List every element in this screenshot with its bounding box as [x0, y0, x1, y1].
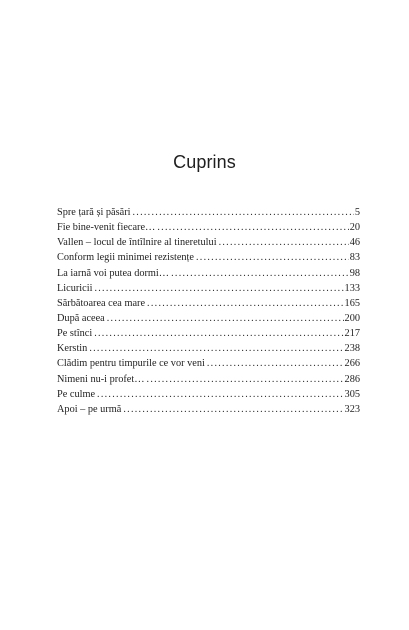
toc-entry-page: 286 [344, 373, 360, 385]
toc-entry-page: 217 [344, 328, 360, 340]
toc-entry-page: 98 [349, 267, 360, 279]
toc-entry-title: Vallen – locul de întîlnire al tineretului [57, 237, 217, 249]
toc-entry-title: Apoi – pe urmă [57, 403, 122, 415]
toc-entry-title: Fie bine-venit fiecare… [57, 222, 156, 234]
dot-leader [94, 281, 343, 296]
dot-leader [219, 235, 349, 250]
toc-entry-title: Conform legii minimei rezistențe [57, 252, 194, 264]
toc-entry [57, 372, 360, 387]
toc-entry-page: 305 [344, 388, 360, 400]
page-title: Cuprins [173, 152, 236, 172]
toc-entry-page: 83 [349, 252, 360, 264]
toc-entry [57, 220, 360, 235]
dot-leader [89, 341, 343, 356]
toc-entry [57, 296, 360, 311]
toc-entry-page: 133 [344, 282, 360, 294]
toc-entry-title: Kerstin [57, 343, 88, 355]
toc-entry-page: 5 [354, 207, 360, 218]
toc-entry-title: Clădim pentru timpurile ce vor veni [57, 358, 205, 370]
dot-leader [94, 326, 343, 341]
toc-entry-page: 200 [344, 312, 360, 324]
toc-entry-title: Sărbătoarea cea mare [57, 297, 146, 309]
dot-leader [132, 205, 353, 220]
toc-entry [57, 326, 360, 341]
toc-entry-title: La iarnă voi putea dormi… [57, 267, 170, 279]
toc-entry-page: 165 [344, 297, 360, 309]
dot-leader [123, 402, 343, 417]
toc-entry [57, 250, 360, 265]
toc-entry [57, 387, 360, 402]
toc-entry-page: 46 [349, 237, 360, 249]
toc-entry-page: 266 [344, 358, 360, 370]
toc-entry [57, 205, 360, 220]
dot-leader [157, 220, 348, 235]
toc-entry-title: Spre țară și păsări [57, 207, 131, 218]
toc-entry [57, 341, 360, 356]
toc-entry-title: Pe culme [57, 388, 96, 400]
toc-entry [57, 402, 360, 417]
toc-entry-page: 238 [344, 343, 360, 355]
dot-leader [207, 356, 344, 371]
dot-leader [196, 250, 349, 265]
dot-leader [147, 296, 344, 311]
toc-entry-title: Pe stînci [57, 328, 93, 340]
toc-entry [57, 235, 360, 250]
dot-leader [107, 311, 344, 326]
dot-leader [171, 266, 349, 281]
toc-entry [57, 311, 360, 326]
toc-entry-page: 323 [344, 403, 360, 415]
toc-entry [57, 281, 360, 296]
toc-entry [57, 356, 360, 371]
toc-entry-title: Licuricii [57, 282, 93, 294]
toc-entry-title: După aceea [57, 312, 105, 324]
dot-leader [97, 387, 344, 402]
table-of-contents [57, 205, 360, 417]
toc-entry-title: Nimeni nu-i profet… [57, 373, 145, 385]
toc-entry-page: 20 [349, 222, 360, 234]
dot-leader [147, 372, 344, 387]
toc-entry [57, 266, 360, 281]
